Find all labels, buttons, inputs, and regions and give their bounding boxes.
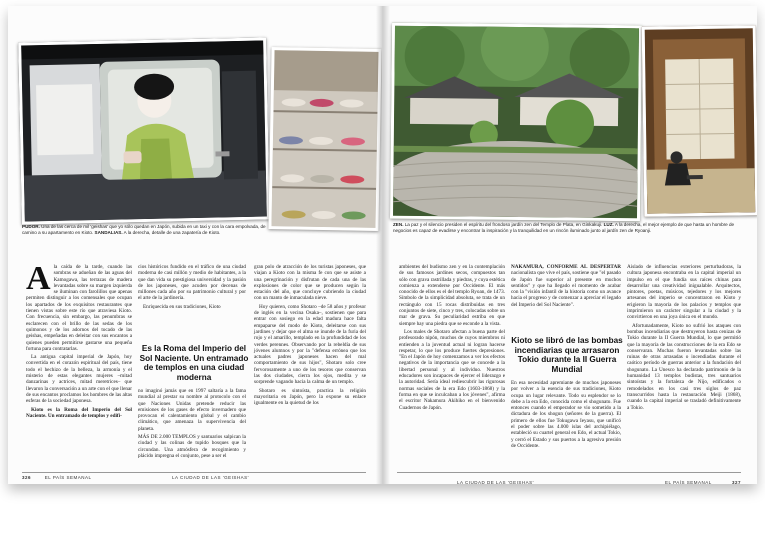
sandals-shop-photo [268, 47, 381, 231]
zen-garden-illustration [393, 26, 639, 219]
left-footer-rule [22, 472, 366, 473]
dropcap: A [26, 260, 51, 297]
left-column-2: cios históricos fundido en el tráfico de una ciudad moderna de casi millón y medio de habitantes, a la que dan vida su prestigiosa universidad y la pasión de los japoneses, que acuden por decenas de millones cada año por su patrimonio cultural y por el arte de la jardinería. Enriquecida en sus tradiciones, Kioto [138, 264, 246, 310]
right-column-2b: En esa necesidad apremiante de muchos japoneses por volver a la esencia de sus tradiciones, Kioto ocupa un lugar relevante. Todo su esplendor se lo debe a la era Edo, conocida como el shogunato. Fue entonces cuando el emperador se vio sometido a la dictadura de los shogun (señores de la guerra). El primero de ellos fue Tokugawa Ieyasu, que unificó el poder sobre las 4.000 islas del archipiélago, estableció su cuartel general en Edo, el actual Tokio, y cerró el Estado y sus puertos a la agresiva presión de Occidente. [511, 380, 621, 449]
left-column-3: gran polo de atracción de los turistas japoneses, que viajan a Kioto con la misma fe con que se asiste a una peregrinación y disfrutan de cada una de las explosiones de color que se producen según la estación del año, que concluye cubriendo la ciudad con un manto de inmaculada nieve. Hoy quieren, como Shotaro –de 58 años y profesor de inglés en la vecina Osaka–, sostienen que para entrar con sosiego en la edad madura hace falta empaparse del modo de Kioto, deleitarse con sus jardines y dejar que el alma se inunde de la furia del rojo y el amarillo, templado en la profundidad de los verdes perennes. Observando por la rebeldía de sus jóvenes alumnos y por la "defensa errónea que los actuales padres japoneses hacen del mal comportamiento de sus hijos", Shotaro solo cree fervorosamente a uno de los tesoros que conservan las dos ciudades, cierra los ojos, medita y se sorprende vagando hacia la calma de un templo. Shotaro es sintoísta, practica la religión mayoritaria en Japón, pero la expone su enlace igualmente en la quietud de los [254, 264, 366, 407]
left-brand: EL PAÍS SEMANAL [44, 475, 92, 480]
left-column-1: Ala caída de la tarde, cuando las sombras se adueñan de las aguas del Kamogawa, las terrazas de madera levantadas sobre su margen izquierda se iluminan con farolillos que apenas permiten distinguir a los comensales que ocupan los apartados de los exquisitos restaurantes que tienen vistas sobre este río que atraviesa Kioto. Con frecuencia, sin embargo, las penumbras se esclarecen con el brillo de las sedas de los quimonos y de los adornos del tocado de las geishas, empeñadas en deleitar con sus encantos a quienes pueden permitirse gastarse una pequeña fortuna para contratarlas. La antigua capital imperial de Japón, hoy convertida en el corazón espiritual del país, tiene todo el hechizo de la belleza, la armonía y el misterio de estas elegantes mujeres –mitad danzarinas y actrices, mitad meretrices– que llevaron la conversación a un arte con el que llenar de sus encantos proclamos los hombres de las altas esferas de la sociedad japonesa. Kioto es la Roma del Imperio del Sol Naciente. Un entramado de templos y edifi- [26, 260, 132, 419]
temple-interior-illustration [645, 28, 756, 213]
businessman-temple-photo [642, 25, 757, 217]
left-photo-caption: PUDOR. Una de las cerca de mil 'geishas' que yo sólo quedan en Japón, subida en un taxi y con la cara empolvada, de camino a su apartamento en Kioto. SANDALIAS. A la derecha, detalle de una zapatería de Kioto. [22, 224, 266, 235]
right-page [383, 6, 757, 484]
left-section-title: LA CIUDAD DE LAS 'GEISHAS' [172, 475, 249, 480]
right-footer-rule [397, 472, 741, 473]
right-section-title: LA CIUDAD DE LAS 'GEISHAS' [457, 480, 534, 484]
right-page-number: 327 [731, 480, 741, 484]
right-brand: EL PAÍS SEMANAL [665, 480, 712, 484]
right-pull-headline: Kioto se libró de las bombas incendiarias que arrasaron Tokio durante la II Guerra Mundial [511, 336, 623, 374]
geisha-taxi-photo [18, 37, 270, 224]
left-pull-headline: Es la Roma del Imperio del Sol Naciente. Un entramado de templos en una ciudad moderna [139, 344, 249, 382]
right-column-2: NAKAMURA, CONFORME AL DESPERTAR nacionalista que vive el país, sostiene que "el pasado de Japón fue superior al presente en muchos sentidos" y que ha llegado el momento de acabar con la "visión infantil de la historia como un avance hacia el progreso y de comenzar a apreciar el legado del Imperio del Sol Naciente". [511, 264, 621, 308]
left-footer [22, 475, 366, 480]
right-column-3: Aislado de influencias exteriores perturbadoras, la cultura japonesa encontraba en la capital imperial un impulso en el que fundía sus raíces chinas para desarrollar una creatividad inigualable. Arquitectos, pintores, poetas, músicos, tejedores y los mejores artesanos del imperio se concentraron en Kioto y erigieron la mayoría de los palacios y templos que imprimieron un carácter singular a la ciudad y la convirtieron en una joya única en el mundo. Afortunadamente, Kioto no sufrió los ataques con bombas incendiarias que destruyeron hasta cenizas de Tokio durante la II Guerra Mundial, lo que permitió que la mayoría de las construcciones de la era Edo se conservaran. Muchas fueron levantadas sobre las ruinas de otras arrasadas o incendiadas durante el caótico período de guerras anterior a la fundación del shogunato. La Unesco ha declarado patrimonio de la humanidad 13 templos budistas, tres santuarios sintoístas y la fortaleza de Nijo, edificados o remodelados en los casi tres siglos de paz transcurridos hasta la restauración Meiji (1868), cuando la capital imperial se trasladó definitivamente a Tokio. [627, 264, 741, 411]
left-page [8, 6, 382, 484]
zen-garden-photo [390, 23, 642, 222]
geisha-taxi-illustration [21, 40, 267, 221]
left-column-2b: no imaginó jamás que en 1997 saltaría a la fama mundial al prestar su nombre al protocolo con el que Naciones Unidas pretende reducir las emisiones de los gases de efecto invernadero que provocan el calentamiento global y el cambio climático, que amenaza la supervivencia del planeta. MÁS DE 2.000 TEMPLOS y santuarios salpican la ciudad y las colinas de tupido bosques que la circundan. Una atmósfera de recogimiento y plácido impregna el conjunto, pese a ser el [138, 388, 246, 459]
left-page-number: 326 [22, 475, 32, 480]
spread-gutter [376, 6, 390, 484]
magazine-spread [8, 6, 757, 484]
sandals-illustration [271, 50, 378, 228]
right-photo-caption: ZEN. La paz y el silencio presiden el espíritu del frondoso jardín zen del Templo de Plata, en Ginkakuji. LUZ. A la derecha, el mejor ejemplo de que hasta un hombre de negocios es capaz de evadirse y encontrar la inspiración y la tranquilidad en un rincón iluminado junto al jardín zen de Ryoanji. [393, 222, 735, 233]
right-column-1: ambientes del budismo zen y en la contemplación de sus famosos jardines secos, compuestos tan sólo con grava rastrillada y piedras, y cuya estética comienza a extenderse por Occidente. El más conocido de ellos es el del templo Ryoan, de 1473. Símbolo de la simplicidad absoluta, se trata de un rectángulo con 15 rocas distribuidas en tres conjuntos de siete, cinco y tres, colocadas sobre un mar de grava. Su peculiaridad estriba en que siempre hay una piedra que se esconde a la vista. Los males de Shotaro afectan a buena parte del profesorado nipón, muchos de cuyos miembros ni entienden a la juventud actual ni logran hacerse respetar, lo que los produce fuertes depresiones. "En el Japón de hoy comenzamos a ver los efectos negativos de la importancia que se concede a la libertad personal y al individuo. Nuestros educadores son incapaces de ejercer el liderazgo e la autoridad. Sería ideal rediescubrir las rigurosas normas sociales de la era Edo (1603-1868) y la forma en que se inculcaban a los jóvenes", afirma el escritor Nakamura Akihiko en el bienvenido Cuadernos de Japón. [399, 264, 505, 411]
